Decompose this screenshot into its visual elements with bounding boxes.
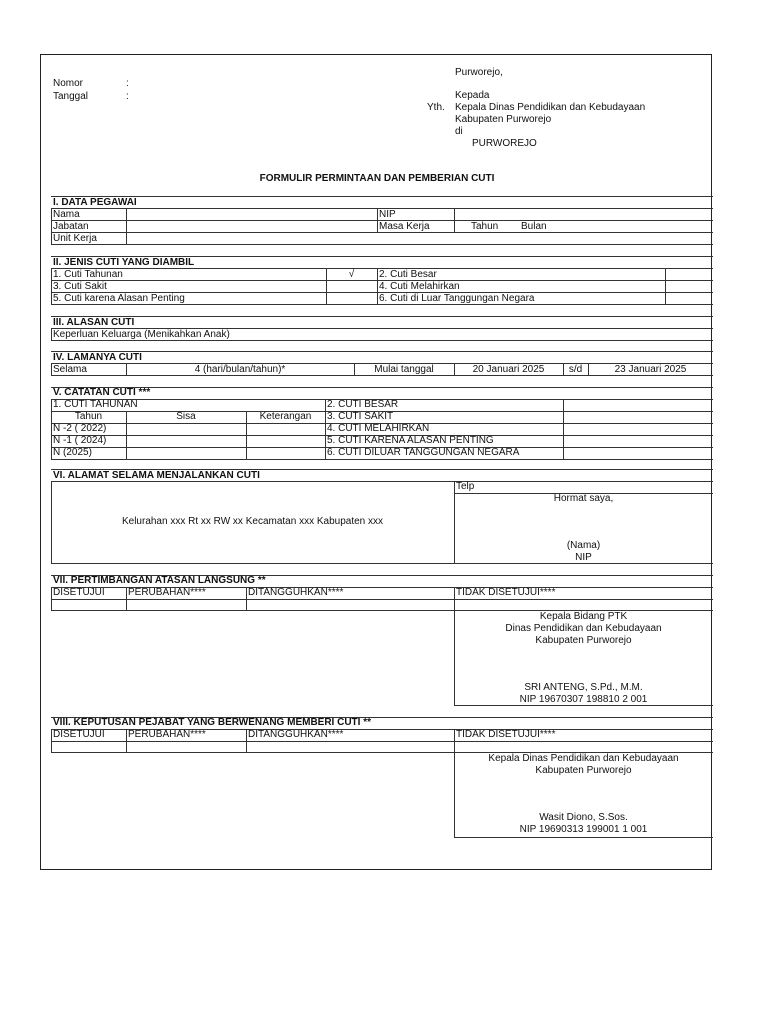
col-keterangan: Keterangan bbox=[259, 411, 312, 422]
catatan-4: 4. CUTI MELAHIRKAN bbox=[327, 423, 430, 434]
viii-signer-nip: NIP 19690313 199001 1 001 bbox=[519, 824, 648, 835]
unit-kerja-label: Unit Kerja bbox=[53, 233, 97, 244]
vii-signer-name: SRI ANTENG, S.Pd., M.M. bbox=[524, 682, 643, 693]
jabatan-label: Jabatan bbox=[53, 221, 89, 232]
recipient-city: PURWOREJO bbox=[472, 138, 537, 149]
jenis-cuti-2: 2. Cuti Besar bbox=[379, 269, 437, 280]
section-1-heading: I. DATA PEGAWAI bbox=[53, 197, 137, 208]
recipient-line1: Kepala Dinas Pendidikan dan Kebudayaan bbox=[455, 102, 646, 113]
tanggal-colon: : bbox=[126, 91, 129, 102]
nomor-label: Nomor bbox=[53, 78, 84, 89]
nip-label: NIP bbox=[379, 209, 396, 220]
section-8-heading: VIII. KEPUTUSAN PEJABAT YANG BERWENANG MEMBERI CUTI ** bbox=[53, 717, 372, 728]
viii-signer-line1: Kepala Dinas Pendidikan dan Kebudayaan bbox=[488, 753, 679, 764]
section-5-heading: V. CATATAN CUTI *** bbox=[53, 387, 151, 398]
end-date: 23 Januari 2025 bbox=[614, 364, 687, 375]
selama-label: Selama bbox=[53, 364, 87, 375]
col-tahun: Tahun bbox=[74, 411, 103, 422]
pemohon-nama: (Nama) bbox=[566, 540, 601, 551]
check-mark-icon: √ bbox=[348, 269, 355, 280]
start-date: 20 Januari 2025 bbox=[472, 364, 545, 375]
viii-tidak-disetujui: TIDAK DISETUJUI**** bbox=[456, 729, 556, 740]
masa-kerja-label: Masa Kerja bbox=[379, 221, 430, 232]
vii-disetujui: DISETUJUI bbox=[53, 587, 105, 598]
alamat-text: Kelurahan xxx Rt xx RW xx Kecamatan xxx Kabupaten xxx bbox=[121, 516, 384, 527]
viii-disetujui: DISETUJUI bbox=[53, 729, 105, 740]
di-label: di bbox=[455, 126, 463, 137]
section-3-heading: III. ALASAN CUTI bbox=[53, 317, 135, 328]
vii-signer-line1: Kepala Bidang PTK bbox=[539, 611, 628, 622]
sd-label: s/d bbox=[568, 364, 583, 375]
catatan-2: 2. CUTI BESAR bbox=[327, 399, 399, 410]
catatan-6: 6. CUTI DILUAR TANGGUNGAN NEGARA bbox=[327, 447, 520, 458]
section-6-heading: VI. ALAMAT SELAMA MENJALANKAN CUTI bbox=[53, 470, 260, 481]
jenis-cuti-3: 3. Cuti Sakit bbox=[53, 281, 107, 292]
viii-ditangguhkan: DITANGGUHKAN**** bbox=[248, 729, 344, 740]
vii-signer-line2: Dinas Pendidikan dan Kebudayaan bbox=[505, 623, 662, 634]
nomor-colon: : bbox=[126, 78, 129, 89]
vii-tidak-disetujui: TIDAK DISETUJUI**** bbox=[456, 587, 556, 598]
kepada-label: Kepada bbox=[455, 90, 490, 101]
vii-signer-nip: NIP 19670307 198810 2 001 bbox=[519, 694, 648, 705]
jenis-cuti-6: 6. Cuti di Luar Tanggungan Negara bbox=[379, 293, 535, 304]
yth-label: Yth. bbox=[427, 102, 445, 113]
place-date: Purworejo, bbox=[455, 67, 503, 78]
section-7-heading: VII. PERTIMBANGAN ATASAN LANGSUNG ** bbox=[53, 575, 266, 586]
hormat-saya: Hormat saya, bbox=[553, 493, 614, 504]
catatan-3: 3. CUTI SAKIT bbox=[327, 411, 394, 422]
nama-label: Nama bbox=[53, 209, 80, 220]
jenis-cuti-1: 1. Cuti Tahunan bbox=[53, 269, 123, 280]
year-n-1: N -1 ( 2024) bbox=[53, 435, 107, 446]
catatan-5: 5. CUTI KARENA ALASAN PENTING bbox=[327, 435, 494, 446]
telp-label: Telp bbox=[456, 481, 475, 492]
cuti-tahunan-title: 1. CUTI TAHUNAN bbox=[53, 399, 138, 410]
alasan-cuti-text: Keperluan Keluarga (Menikahkan Anak) bbox=[53, 329, 230, 340]
jenis-cuti-5: 5. Cuti karena Alasan Penting bbox=[53, 293, 185, 304]
tahun-label: Tahun bbox=[471, 221, 499, 232]
section-4-heading: IV. LAMANYA CUTI bbox=[53, 352, 142, 363]
form-title: FORMULIR PERMINTAAN DAN PEMBERIAN CUTI bbox=[259, 173, 495, 184]
viii-perubahan: PERUBAHAN**** bbox=[128, 729, 206, 740]
year-n-2: N -2 ( 2022) bbox=[53, 423, 107, 434]
vii-signer-line3: Kabupaten Purworejo bbox=[535, 635, 632, 646]
section-2-heading: II. JENIS CUTI YANG DIAMBIL bbox=[53, 257, 195, 268]
duration-value: 4 (hari/bulan/tahun)* bbox=[194, 364, 286, 375]
vii-ditangguhkan: DITANGGUHKAN**** bbox=[248, 587, 344, 598]
jenis-cuti-4: 4. Cuti Melahirkan bbox=[379, 281, 460, 292]
mulai-tanggal-label: Mulai tanggal bbox=[374, 364, 434, 375]
pemohon-nip: NIP bbox=[575, 552, 592, 563]
viii-signer-line2: Kabupaten Purworejo bbox=[535, 765, 632, 776]
year-n: N (2025) bbox=[53, 447, 92, 458]
leave-request-form bbox=[40, 54, 712, 870]
viii-signer-name: Wasit Diono, S.Sos. bbox=[539, 812, 628, 823]
recipient-line2: Kabupaten Purworejo bbox=[455, 114, 552, 125]
col-sisa: Sisa bbox=[176, 411, 196, 422]
bulan-label: Bulan bbox=[521, 221, 547, 232]
vii-perubahan: PERUBAHAN**** bbox=[128, 587, 206, 598]
tanggal-label: Tanggal bbox=[53, 91, 89, 102]
